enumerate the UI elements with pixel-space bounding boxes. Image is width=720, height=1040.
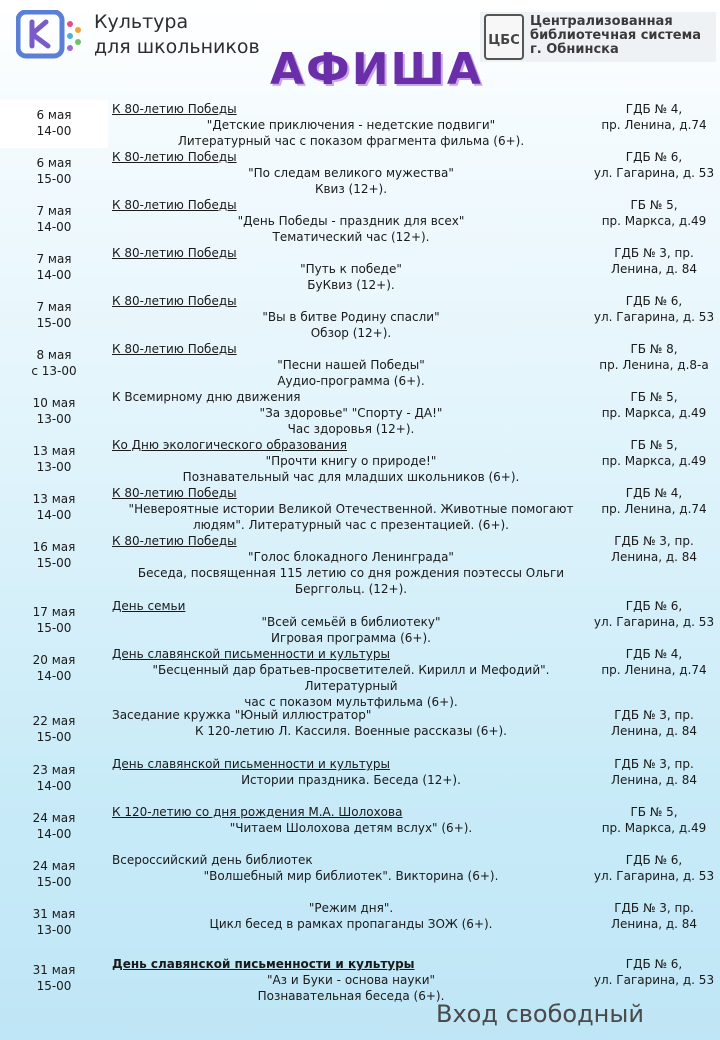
- event-description: [112, 900, 590, 932]
- event-date: 6 мая: [36, 156, 72, 170]
- event-date: 22 мая: [32, 714, 76, 728]
- event-location: [588, 245, 720, 277]
- location-line: ул. Гагарина, д. 53: [593, 615, 715, 629]
- event-time: 15-00: [36, 730, 72, 744]
- event-text-line: "Вы в битве Родину спасли": [262, 310, 440, 324]
- event-description: [112, 598, 590, 646]
- event-location: [588, 341, 720, 373]
- event-datetime: [0, 762, 108, 794]
- event-theme: Всероссийский день библиотек: [112, 853, 313, 867]
- page-title: АФИША: [270, 44, 483, 95]
- event-text-line: "Прочти книгу о природе!": [265, 454, 437, 468]
- location-line: Ленина, д. 84: [610, 550, 698, 564]
- header: [0, 0, 720, 100]
- event-time: 13-00: [36, 412, 72, 426]
- location-line: ул. Гагарина, д. 53: [593, 869, 715, 883]
- event-location: [588, 389, 720, 421]
- event-time: 13-00: [36, 923, 72, 937]
- location-line: ГДБ № 6,: [625, 150, 683, 164]
- location-line: ГДБ № 4,: [625, 486, 683, 500]
- event-text-line: БуКвиз (12+).: [307, 278, 395, 292]
- event-date: 17 мая: [32, 605, 76, 619]
- event-theme: День славянской письменности и культуры: [112, 647, 390, 661]
- event-time: 14-00: [36, 779, 72, 793]
- event-description: [112, 101, 590, 149]
- event-description: [112, 245, 590, 293]
- event-theme: День семьи: [112, 599, 186, 613]
- location-line: пр. Ленина, д.8-а: [599, 358, 709, 372]
- location-line: ГБ № 8,: [630, 342, 678, 356]
- brand-name: [94, 10, 260, 60]
- event-text-line: Познавательный час для младших школьников (6+).: [182, 470, 520, 484]
- location-line: пр. Маркса, д.49: [601, 406, 707, 420]
- free-entry-text: Вход свободный: [436, 1000, 644, 1028]
- event-text-line: Цикл бесед в рамках пропаганды ЗОЖ (6+).: [209, 917, 493, 931]
- location-line: ГДБ № 6,: [625, 294, 683, 308]
- location-line: ул. Гагарина, д. 53: [593, 166, 715, 180]
- event-date: 7 мая: [36, 300, 72, 314]
- event-time: с 13-00: [31, 364, 77, 378]
- event-theme: К 80-летию Победы: [112, 150, 237, 164]
- event-date: 31 мая: [32, 907, 76, 921]
- event-text-line: Игровая программа (6+).: [271, 631, 431, 645]
- event-theme: К 120-летию со дня рождения М.А. Шолохова: [112, 805, 403, 819]
- event-time: 14-00: [36, 268, 72, 282]
- event-location: [588, 437, 720, 469]
- event-text-line: "Режим дня".: [308, 901, 394, 915]
- location-line: ГБ № 5,: [630, 438, 678, 452]
- event-text-line: Час здоровья (12+).: [287, 422, 415, 436]
- location-line: ГДБ № 3, пр.: [614, 246, 694, 260]
- location-line: Ленина, д. 84: [610, 262, 698, 276]
- event-location: [588, 646, 720, 678]
- event-date: 6 мая: [36, 108, 72, 122]
- event-date: 31 мая: [32, 963, 76, 977]
- event-text-line: К 120-летию Л. Кассиля. Военные рассказы (6+).: [195, 724, 507, 738]
- location-line: ГДБ № 6,: [625, 599, 683, 613]
- event-description: [112, 533, 590, 597]
- cbs-line-3: г. Обнинска: [530, 42, 619, 57]
- event-text-line: Аудио-программа (6+).: [277, 374, 425, 388]
- event-datetime: [0, 604, 108, 636]
- event-description: [112, 389, 590, 437]
- event-description: [112, 341, 590, 389]
- event-datetime: [0, 347, 108, 379]
- event-time: 15-00: [36, 556, 72, 570]
- event-location: [588, 485, 720, 517]
- event-datetime: [0, 858, 108, 890]
- kultura-logo-icon: [16, 10, 86, 60]
- event-theme: К 80-летию Победы: [112, 294, 237, 308]
- event-datetime: [0, 443, 108, 475]
- event-time: 15-00: [36, 316, 72, 330]
- location-line: пр. Ленина, д.74: [601, 663, 707, 677]
- event-location: [588, 293, 720, 325]
- location-line: ГДБ № 6,: [625, 957, 683, 971]
- event-text-line: людям". Литературный час с презентацией. (6+).: [192, 518, 509, 532]
- event-location: [588, 101, 720, 133]
- event-date: 7 мая: [36, 204, 72, 218]
- event-text-line: "Детские приключения - недетские подвиги": [206, 118, 496, 132]
- event-date: 13 мая: [32, 492, 76, 506]
- event-text-line: Беседа, посвященная 115 летию со дня рождения поэтессы Ольги: [137, 566, 565, 580]
- event-theme: День славянской письменности и культуры: [112, 757, 390, 771]
- event-description: [112, 485, 590, 533]
- event-date: 7 мая: [36, 252, 72, 266]
- event-text-line: "За здоровье" "Спорту - ДА!": [259, 406, 443, 420]
- event-description: [112, 646, 590, 710]
- svg-text:ЦБС: ЦБС: [488, 33, 520, 48]
- event-date: 20 мая: [32, 653, 76, 667]
- cbs-name: [530, 15, 701, 57]
- event-text-line: "По следам великого мужества": [248, 166, 454, 180]
- event-text-line: Литературный час с показом фрагмента фильма (6+).: [177, 134, 525, 148]
- event-description: [112, 293, 590, 341]
- location-line: пр. Маркса, д.49: [601, 214, 707, 228]
- event-datetime: [0, 962, 108, 994]
- event-time: 15-00: [36, 172, 72, 186]
- event-date: 13 мая: [32, 444, 76, 458]
- location-line: ГДБ № 6,: [625, 853, 683, 867]
- event-datetime: [0, 906, 108, 938]
- event-text-line: Тематический час (12+).: [272, 230, 430, 244]
- cbs-logo-icon: [484, 14, 524, 60]
- event-time: 15-00: [36, 621, 72, 635]
- event-date: 10 мая: [32, 396, 76, 410]
- event-location: [588, 956, 720, 988]
- event-date: 23 мая: [32, 763, 76, 777]
- event-description: [112, 707, 590, 739]
- event-text-line: Познавательная беседа (6+).: [257, 989, 445, 1003]
- event-text-line: час с показом мультфильма (6+).: [244, 695, 458, 709]
- event-datetime: [0, 491, 108, 523]
- location-line: ул. Гагарина, д. 53: [593, 973, 715, 987]
- event-location: [588, 598, 720, 630]
- event-location: [588, 756, 720, 788]
- event-datetime: [0, 155, 108, 187]
- event-theme: К 80-летию Победы: [112, 534, 237, 548]
- location-line: пр. Ленина, д.74: [601, 118, 707, 132]
- location-line: ул. Гагарина, д. 53: [593, 310, 715, 324]
- event-text-line: "Волшебный мир библиотек". Викторина (6+).: [203, 869, 499, 883]
- event-date: 16 мая: [32, 540, 76, 554]
- brand-line-1: Культура: [94, 11, 189, 33]
- event-time: 14-00: [36, 827, 72, 841]
- event-text-line: "День Победы - праздник для всех": [237, 214, 465, 228]
- location-line: пр. Маркса, д.49: [601, 454, 707, 468]
- event-location: [588, 707, 720, 739]
- event-text-line: "Бесценный дар братьев-просветителей. Кирилл и Мефодий". Литературный: [152, 663, 550, 693]
- event-text-line: Обзор (12+).: [310, 326, 392, 340]
- event-theme: День славянской письменности и культуры: [112, 957, 415, 971]
- event-theme: К 80-летию Победы: [112, 486, 237, 500]
- event-datetime: [0, 299, 108, 331]
- event-text-line: Берггольц. (12+).: [294, 582, 408, 596]
- event-description: [112, 956, 590, 1004]
- event-text-line: Квиз (12+).: [314, 182, 388, 196]
- event-time: 15-00: [36, 875, 72, 889]
- cbs-block: [480, 12, 716, 62]
- event-datetime: [0, 107, 108, 139]
- event-datetime: [0, 203, 108, 235]
- event-location: [588, 900, 720, 932]
- cbs-line-2: библиотечная система: [530, 28, 701, 43]
- event-theme: К 80-летию Победы: [112, 198, 237, 212]
- event-text-line: "Невероятные истории Великой Отечественной. Животные помогают: [128, 502, 574, 516]
- event-location: [588, 149, 720, 181]
- event-description: [112, 149, 590, 197]
- event-text-line: "Всей семьёй в библиотеку": [261, 615, 441, 629]
- event-time: 14-00: [36, 124, 72, 138]
- location-line: пр. Ленина, д.74: [601, 502, 707, 516]
- event-theme: Ко Дню экологического образования: [112, 438, 347, 452]
- event-location: [588, 804, 720, 836]
- event-time: 14-00: [36, 508, 72, 522]
- event-theme: К Всемирному дню движения: [112, 390, 301, 404]
- event-datetime: [0, 810, 108, 842]
- event-datetime: [0, 395, 108, 427]
- event-datetime: [0, 713, 108, 745]
- event-text-line: Истории праздника. Беседа (12+).: [241, 773, 461, 787]
- location-line: ГДБ № 3, пр.: [614, 534, 694, 548]
- event-date: 8 мая: [36, 348, 72, 362]
- event-location: [588, 533, 720, 565]
- event-theme: Заседание кружка "Юный иллюстратор": [112, 708, 372, 722]
- location-line: ГДБ № 4,: [625, 102, 683, 116]
- event-description: [112, 804, 590, 836]
- location-line: ГДБ № 3, пр.: [614, 901, 694, 915]
- event-theme: К 80-летию Победы: [112, 342, 237, 356]
- event-theme: К 80-летию Победы: [112, 246, 237, 260]
- event-text-line: "Песни нашей Победы": [277, 358, 425, 372]
- event-text-line: "Голос блокадного Ленинграда": [248, 550, 454, 564]
- event-location: [588, 852, 720, 884]
- event-time: 14-00: [36, 669, 72, 683]
- brand-line-2: для школьников: [94, 36, 260, 58]
- location-line: ГБ № 5,: [630, 390, 678, 404]
- event-time: 14-00: [36, 220, 72, 234]
- location-line: Ленина, д. 84: [610, 724, 698, 738]
- location-line: Ленина, д. 84: [610, 773, 698, 787]
- location-line: ГБ № 5,: [630, 198, 678, 212]
- event-time: 15-00: [36, 979, 72, 993]
- event-date: 24 мая: [32, 811, 76, 825]
- location-line: Ленина, д. 84: [610, 917, 698, 931]
- event-location: [588, 197, 720, 229]
- event-description: [112, 756, 590, 788]
- event-text-line: "Путь к победе": [300, 262, 402, 276]
- event-text-line: "Аз и Буки - основа науки": [266, 973, 436, 987]
- event-text-line: "Читаем Шолохова детям вслух" (6+).: [229, 821, 473, 835]
- location-line: ГДБ № 4,: [625, 647, 683, 661]
- event-description: [112, 197, 590, 245]
- event-theme: К 80-летию Победы: [112, 102, 237, 116]
- event-description: [112, 437, 590, 485]
- cbs-line-1: Централизованная: [530, 14, 673, 29]
- event-datetime: [0, 652, 108, 684]
- event-description: [112, 852, 590, 884]
- event-date: 24 мая: [32, 859, 76, 873]
- location-line: ГДБ № 3, пр.: [614, 757, 694, 771]
- location-line: пр. Маркса, д.49: [601, 821, 707, 835]
- event-datetime: [0, 251, 108, 283]
- event-time: 13-00: [36, 460, 72, 474]
- event-datetime: [0, 539, 108, 571]
- location-line: ГДБ № 3, пр.: [614, 708, 694, 722]
- location-line: ГБ № 5,: [630, 805, 678, 819]
